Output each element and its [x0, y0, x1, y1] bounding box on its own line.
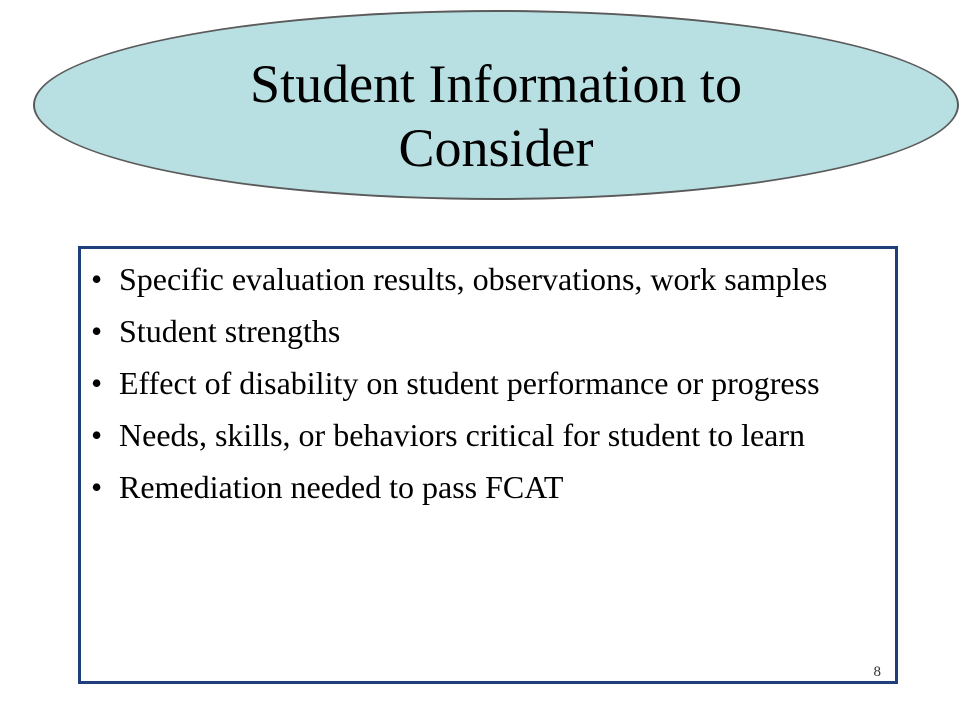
bullet-marker: •: [91, 365, 103, 401]
bullet-text: Remediation needed to pass FCAT: [119, 469, 564, 505]
slide-title-line-1: Student Information to: [250, 54, 742, 114]
content-box: [78, 246, 898, 684]
bullet-item: [91, 469, 881, 505]
bullet-marker: •: [91, 417, 103, 453]
bullet-marker: •: [91, 261, 103, 297]
bullet-marker: •: [91, 313, 103, 349]
slide-title-line-2: Consider: [398, 118, 594, 178]
bullet-item: [91, 417, 881, 453]
page-number: 8: [873, 664, 881, 680]
bullet-item: [91, 313, 881, 349]
bullet-item: [91, 365, 881, 401]
bullet-text: Specific evaluation results, observations, work samples: [119, 261, 828, 297]
bullet-list: [91, 261, 881, 521]
bullet-item: [91, 261, 881, 297]
bullet-marker: •: [91, 469, 103, 505]
bullet-text: Student strengths: [119, 313, 341, 349]
slide-title: [33, 52, 959, 180]
bullet-text: Needs, skills, or behaviors critical for student to learn: [119, 417, 806, 453]
bullet-text: Effect of disability on student performance or progress: [119, 365, 820, 401]
